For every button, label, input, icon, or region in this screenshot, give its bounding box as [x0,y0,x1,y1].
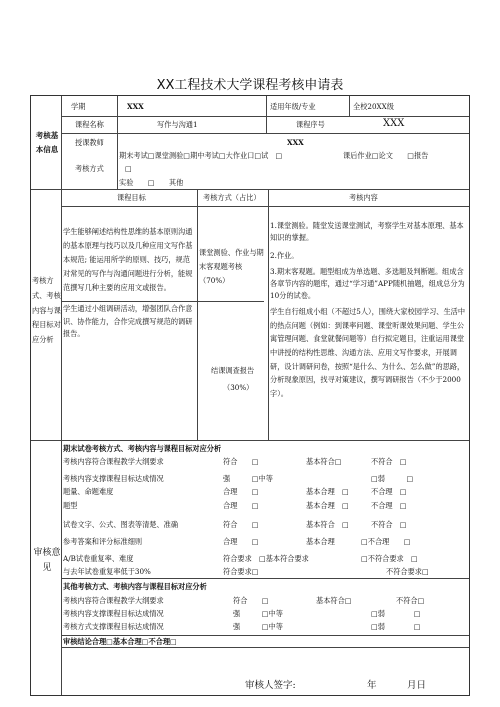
page-title: XX工程技术大学课程考核申请表 [156,78,344,93]
exam-item: 题型 [63,501,78,510]
exam-option-c: 不符合 □ [371,520,407,529]
course-name-label: 课程名称 [75,120,104,129]
row2-method-name: 结课调查报告 [211,366,255,375]
exam-option-a: 强 □中等 [223,474,273,483]
other-option-b: 基本符合□ [316,596,352,605]
matrix-section-label: 考核方式、考核内容与课程目标对应分析 [32,276,61,345]
row1-content-1: 1.课堂测验。随堂发送课堂测试，考察学生对基本原理、基本知识的掌握。 [270,221,464,243]
row1-content-3: 3.期末客观题。题型组成为单选题、多选题及判断题。组成含各章节内容的题库，通过“学习通”APP随机抽题，组成总分为10分的试卷。 [270,267,465,301]
exam-option-b: 基本合理 □ [306,501,349,510]
exam-review-header: 期末试卷考核方式、考核内容与课程目标对应分析 [63,444,222,453]
exam-item: 参考答案和评分标准细则 [63,537,143,546]
exam-item: 考核内容符合课程教学大纲要求 [63,457,164,466]
exam-option-b: 基本符合□ [306,457,342,466]
exam-item: 题量、命题难度 [63,487,114,496]
exam-option-c: 不符合 □ [371,457,407,466]
reviewer-signature-label: 审核人签字: [245,680,296,691]
course-number-label: 课程序号 [296,120,325,129]
exam-item: 与去年试卷重复率低于30% [63,567,151,576]
col-method-header: 考核方式（占比） [203,193,261,202]
other-option-a: 符合 □ [233,596,269,605]
exam-option-b: 基本合理 □ [306,487,349,496]
exam-option-a: 合理 □ [223,537,259,546]
teacher-label: 授课教师 [75,138,104,147]
row2-goal: 学生通过小组调研活动，增强团队合作意识、协作能力，合作完成撰写规范的调研报告。 [63,304,193,339]
col-content-header: 考核内容 [349,193,378,202]
semester-label: 学期 [71,102,86,111]
other-item: 考核方式支撑课程目标达成情况 [63,622,164,631]
assessment-methods-line1b: 课后作业□论文 □报告 [343,151,429,160]
assessment-methods-line3: 实验 □ 其他 [119,178,184,187]
teacher-value: XXX [287,138,304,147]
col-goal-header: 课程目标 [117,193,146,202]
exam-item: 考核内容支撑课程目标达成情况 [63,474,164,483]
row1-method: 课堂测验、作业与期末客观题考核（70%） [199,248,264,286]
exam-option-a: 符合 □ [223,520,259,529]
other-option-c: □弱 □ [371,622,421,631]
exam-option-b: 基本符合 □ [306,520,349,529]
exam-option-a: 合理 □ [223,501,259,510]
other-item: 考核内容符合课程教学大纲要求 [63,596,164,605]
application-form-table [30,95,470,696]
signature-month-day: 月日 [407,680,427,691]
grade-label: 适用年级/专业 [270,102,316,111]
course-name-value: 写作与沟通1 [157,120,198,129]
exam-option-c: □弱 □ [371,474,414,483]
exam-item: A/B试卷重复率、难度 [63,554,134,563]
exam-option-c: □不合理 □ [361,537,411,546]
review-conclusion: 审核结论合理□基本合理□不合理□ [63,637,177,646]
signature-year: 年 [367,680,377,691]
other-review-header: 其他考核方式、考核内容与课程目标对应分析 [63,582,207,591]
grade-value: 全校20XX级 [353,102,394,111]
other-option-c: 不符合□ [396,596,425,605]
semester-value: XXX [127,102,144,111]
other-item: 考核内容支撑课程目标达成情况 [63,609,164,618]
exam-option-c: □不符合要求 □ [361,554,418,563]
exam-option-a: 符合 □ [223,457,259,466]
course-number-value: XXX [383,118,405,129]
exam-option-c: 不合理 □ [371,501,407,510]
row1-goal: 学生能够阐述结构性思维的基本原则沟通的基本原理与技巧以及几种应用文写作基本规范; 能运用所学的原则、技巧，规范对常见的写作与沟通问题进行分析，能规范撰写几种主要的应用文或报告。 [63,227,193,293]
basic-info-section-label: 考核基本信息 [35,131,59,155]
exam-option-b: 基本合理 [306,537,335,546]
other-option-a: 强 □中等 [233,609,283,618]
assessment-method-label: 考核方式 [75,164,104,173]
exam-option-a: 符合要求 □基本符合要求 [223,554,309,563]
exam-item: 试卷文字、公式、图表等清楚、准确 [63,520,179,529]
assessment-methods-line2: □ [125,164,132,173]
row2-method-weight: （30%） [223,383,254,392]
exam-option-c: 不合理 □ [371,487,407,496]
row1-content-2: 2.作业。 [270,251,299,260]
row2-content: 学生自行组成小组（不超过5人），围绕大家校园学习、生活中的热点问题（例如：到课率问题、课堂听课效果问题、学生公寓管理问题、食堂就餐问题等）自行拟定题目，注重运用课堂中讲授的结构性思维、沟通方法、应用文写作要求，开展调研，设计调研问卷，按照“是什么、为什么、怎么做”的思路，分析现象原因，找寻对策建议，撰写调研报告（不少于2000字）。 [270,307,466,399]
exam-option-a: 符合要求□ [223,567,259,576]
review-section-label: 审核意见 [33,548,61,574]
other-option-c: □弱 □ [371,609,421,618]
exam-option-c: 不符合要求□ [386,567,429,576]
assessment-methods-line1: 期末考试□课堂测验□期中考试□大作业口□试 □ [119,151,283,160]
exam-option-a: 合理 □ [223,487,259,496]
other-option-a: 强 □中等 [233,622,283,631]
